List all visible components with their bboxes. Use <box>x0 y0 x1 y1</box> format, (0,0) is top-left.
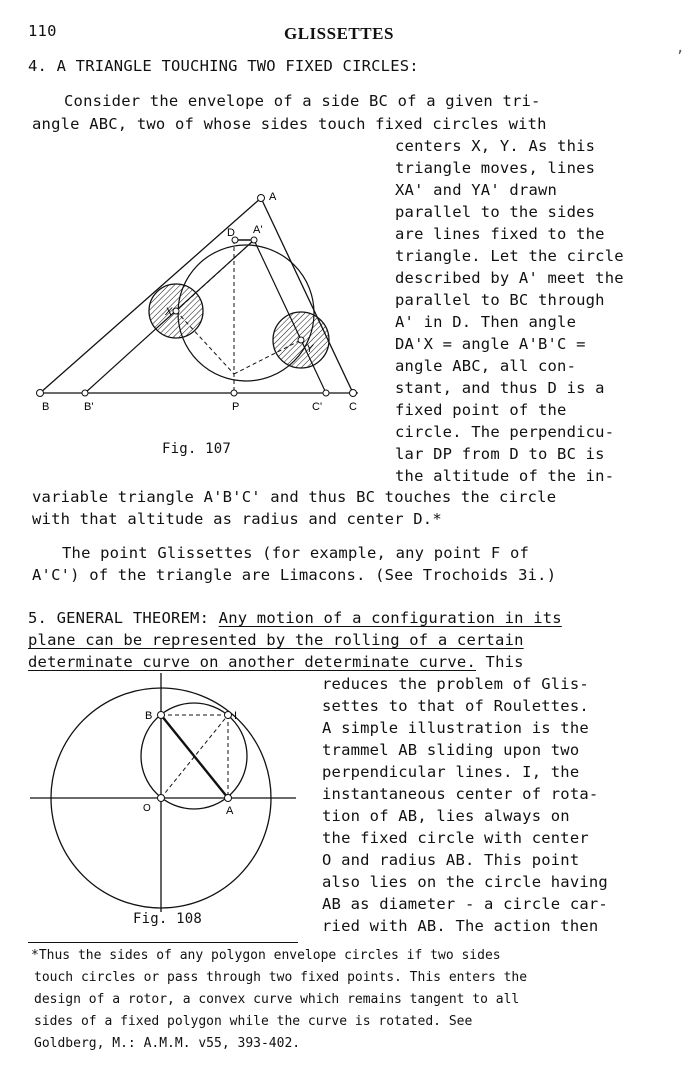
text-line: stant, and thus D is a <box>395 379 605 397</box>
section-4-line-1: Consider the envelope of a side BC of a given tri- <box>64 92 541 110</box>
text-line: XA' and YA' drawn <box>395 181 558 199</box>
section-4-heading: 4. A TRIANGLE TOUCHING TWO FIXED CIRCLES: <box>28 57 419 75</box>
footnote-line: sides of a fixed polygon while the curve is rotated. See <box>34 1014 473 1029</box>
label-b-prime: B' <box>84 401 94 413</box>
text-line: trammel AB sliding upon two <box>322 741 580 759</box>
label-x: X <box>165 306 173 318</box>
label-p: P <box>232 401 240 413</box>
footnote-line: *Thus the sides of any polygon envelope circles if two sides <box>31 948 501 963</box>
text-line: DA'X = angle A'B'C = <box>395 335 586 353</box>
point-p <box>231 390 237 396</box>
text-line: triangle. Let the circle <box>395 247 624 265</box>
line-xa-prime <box>176 240 254 311</box>
point-x <box>173 308 179 314</box>
page-number: 110 <box>28 22 57 40</box>
text-line: O and radius AB. This point <box>322 851 580 869</box>
text-line: the altitude of the in- <box>395 467 615 485</box>
label-o: O <box>143 803 151 814</box>
text-line: also lies on the circle having <box>322 873 608 891</box>
section-4-line-2: angle ABC, two of whose sides touch fixed circles with <box>32 115 547 133</box>
text-line: tion of AB, lies always on <box>322 807 570 825</box>
label-a: A <box>269 191 277 203</box>
label-c-prime: C' <box>312 401 323 413</box>
text-line: perpendicular lines. I, the <box>322 763 580 781</box>
footnote-rule <box>28 942 298 943</box>
running-title: GLISSETTES <box>284 24 394 43</box>
text-line: triangle moves, lines <box>395 159 596 177</box>
text-line: A' in D. Then angle <box>395 313 577 331</box>
label-c: C <box>349 401 357 413</box>
figure-107 <box>28 188 368 428</box>
label-b: B <box>145 710 153 722</box>
text-line: angle ABC, all con- <box>395 357 577 375</box>
label-y: Y <box>306 343 314 355</box>
section-4-line-after-2: with that altitude as radius and center D.* <box>32 510 442 528</box>
label-a-prime: A' <box>253 224 263 236</box>
section-4-para2-line-1: The point Glissettes (for example, any point F of <box>62 544 530 562</box>
text-line: centers X, Y. As this <box>395 137 596 155</box>
point-b-prime <box>82 390 88 396</box>
figure-108-caption: Fig. 108 <box>133 911 203 927</box>
point-c <box>350 390 357 397</box>
text-line: A simple illustration is the <box>322 719 589 737</box>
label-b: B <box>42 401 50 413</box>
point-a <box>225 795 232 802</box>
point-b <box>37 390 44 397</box>
section-4-line-after-1: variable triangle A'B'C' and thus BC touches the circle <box>32 488 557 506</box>
text-line: are lines fixed to the <box>395 225 605 243</box>
theorem-line-3: determinate curve on another determinate curve. <box>28 653 476 671</box>
section-5-heading: 5. GENERAL THEOREM: <box>28 609 210 627</box>
footnote-line: Goldberg, M.: A.M.M. v55, 393-402. <box>34 1036 301 1051</box>
text-line: AB as diameter - a circle car- <box>322 895 608 913</box>
text-line: instantaneous center of rota- <box>322 785 599 803</box>
label-d: D <box>227 227 235 239</box>
text-line: parallel to BC through <box>395 291 605 309</box>
footnote-line: design of a rotor, a convex curve which remains tangent to all <box>34 992 520 1007</box>
margin-mark: , <box>676 40 685 56</box>
footnote-line: touch circles or pass through two fixed points. This enters the <box>34 970 528 985</box>
text-line: the fixed circle with center <box>322 829 589 847</box>
label-i: I <box>234 710 238 722</box>
theorem-line-3-tail: This <box>485 653 524 671</box>
theorem-line-2: plane can be represented by the rolling of a certain <box>28 631 524 649</box>
point-a <box>258 195 265 202</box>
point-i <box>225 712 232 719</box>
point-a-prime <box>251 237 257 243</box>
section-5-line-1 <box>28 609 562 627</box>
figure-107-caption: Fig. 107 <box>162 441 232 457</box>
text-line: lar DP from D to BC is <box>395 445 605 463</box>
text-line: ried with AB. The action then <box>322 917 599 935</box>
text-line: circle. The perpendicu- <box>395 423 615 441</box>
theorem-line-1: Any motion of a configuration in its <box>218 609 562 627</box>
text-line: settes to that of Roulettes. <box>322 697 589 715</box>
section-4-para2-line-2: A'C') of the triangle are Limacons. (See Trochoids 3i.) <box>32 566 557 584</box>
point-c-prime <box>323 390 329 396</box>
text-line: fixed point of the <box>395 401 567 419</box>
figure-108 <box>28 668 308 918</box>
text-line: described by A' meet the <box>395 269 624 287</box>
text-line: parallel to the sides <box>395 203 596 221</box>
point-o <box>158 795 165 802</box>
point-b <box>158 712 165 719</box>
label-a: A <box>226 805 234 817</box>
text-line: reduces the problem of Glis- <box>322 675 589 693</box>
point-y <box>298 337 304 343</box>
